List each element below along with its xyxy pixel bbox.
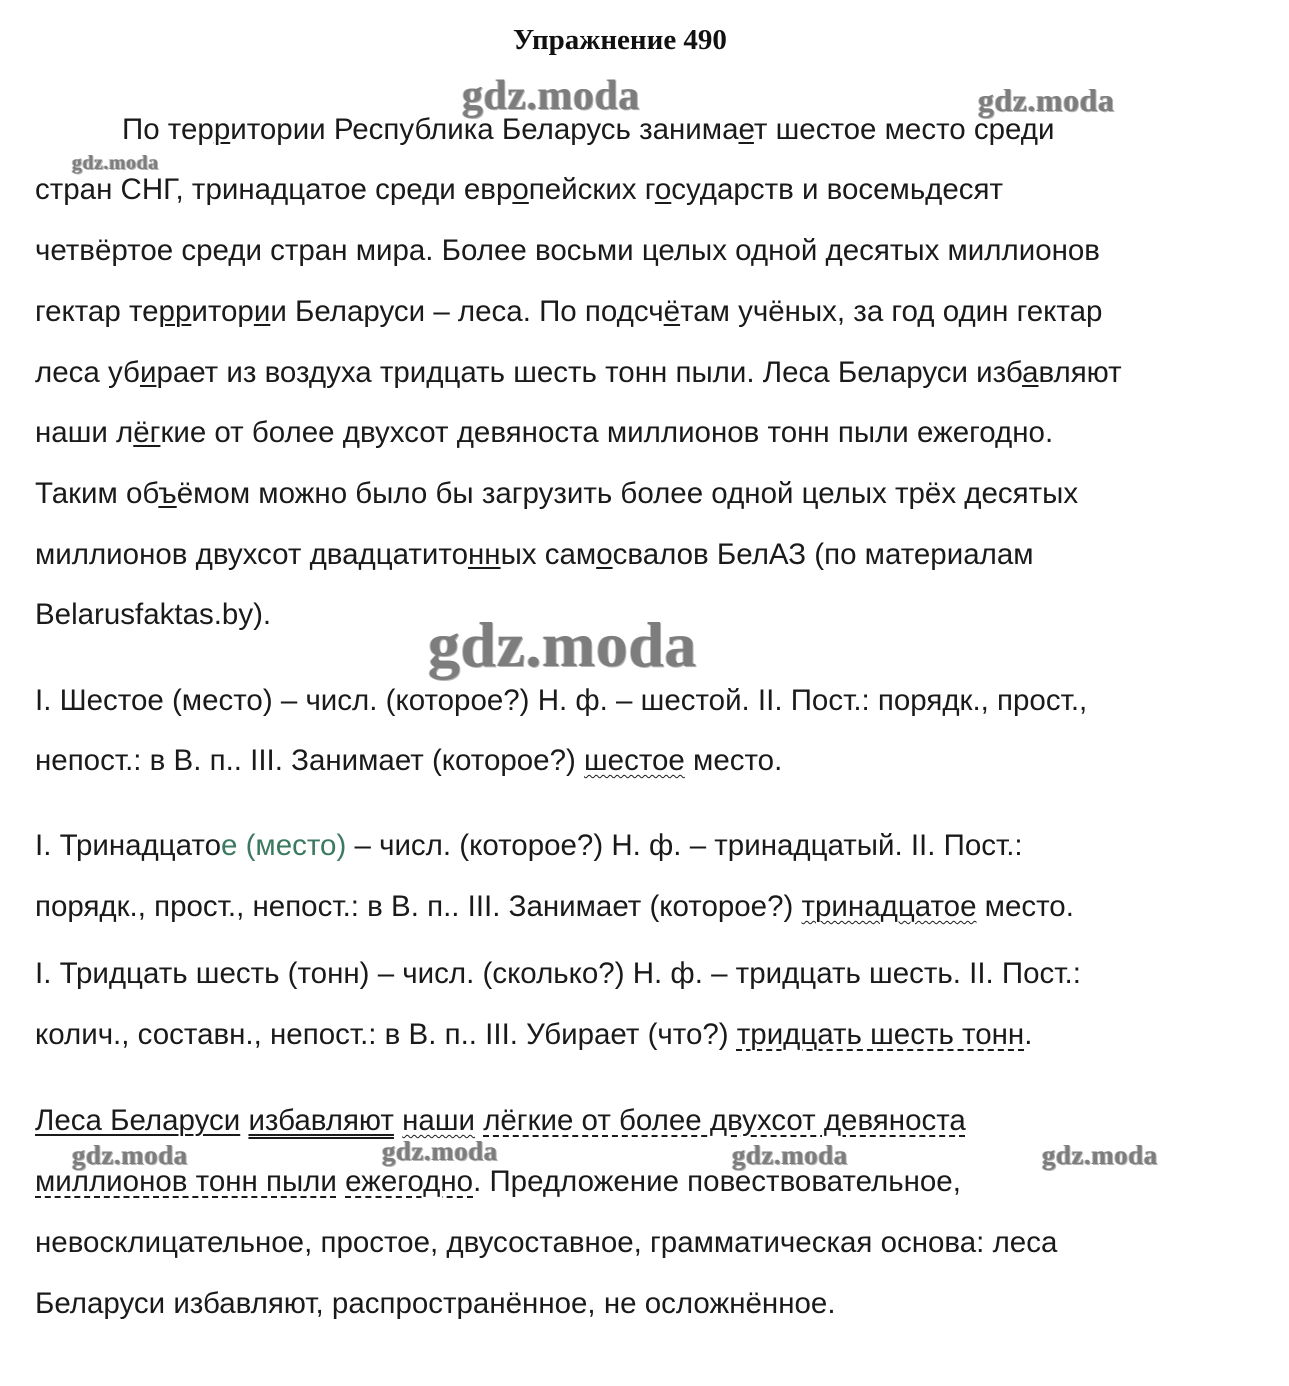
text-line: четвёртое среди стран мира. Более восьми целых одной десятых миллионов: [35, 234, 1100, 267]
watermark: gdz.moda: [1042, 1140, 1158, 1170]
analysis-line: колич., составн., непост.: в В. п.. III. Убирает (что?) тридцать шесть тонн.: [35, 1018, 1033, 1051]
watermark: gdz.moda: [72, 152, 159, 174]
watermark: gdz.moda: [382, 1136, 498, 1166]
watermark: gdz.moda: [462, 73, 640, 119]
syntax-line: миллионов тонн пыли ежегодно. Предложение повествовательное,: [35, 1165, 961, 1198]
analysis-line: I. Тридцать шесть (тонн) – числ. (сколько?) Н. ф. – тридцать шесть. II. Пост.:: [35, 957, 1081, 990]
text-line: леса убирает из воздуха тридцать шесть тонн пыли. Леса Беларуси избавляют: [35, 356, 1122, 389]
analysis-line: непост.: в В. п.. III. Занимает (которое?) шестое место.: [35, 744, 783, 777]
text-line: гектар территории Беларуси – леса. По подсчётам учёных, за год один гектар: [35, 295, 1103, 328]
analysis-line: I. Шестое (место) – числ. (которое?) Н. ф. – шестой. II. Пост.: порядк., прост.,: [35, 684, 1088, 717]
text-line: Belarusfaktas.by).: [35, 598, 272, 631]
syntax-line: невосклицательное, простое, двусоставное, грамматическая основа: леса: [35, 1226, 1058, 1259]
text-line: Таким объёмом можно было бы загрузить более одной целых трёх десятых: [35, 477, 1079, 510]
watermark: gdz.moda: [978, 82, 1115, 118]
analysis-line: I. Тринадцатое (место) – числ. (которое?) Н. ф. – тринадцатый. II. Пост.:: [35, 829, 1023, 862]
text-line: миллионов двухсот двадцатитонных самосвалов БелАЗ (по материалам: [35, 538, 1034, 571]
analysis-line: порядк., прост., непост.: в В. п.. III. Занимает (которое?) тринадцатое место.: [35, 890, 1074, 923]
text-line: По территории Республика Беларусь занимает шестое место среди: [122, 113, 1055, 146]
text-line: стран СНГ, тринадцатое среди европейских государств и восемьдесят: [35, 173, 1004, 206]
text-line: наши лёгкие от более двухсот девяноста миллионов тонн пыли ежегодно.: [35, 416, 1054, 449]
syntax-line: Леса Беларуси избавляют наши лёгкие от более двухсот девяноста: [35, 1104, 966, 1137]
watermark: gdz.moda: [72, 1140, 188, 1170]
syntax-line: Беларуси избавляют, распространённое, не осложнённое.: [35, 1287, 836, 1320]
watermark: gdz.moda: [732, 1140, 848, 1170]
exercise-title: Упражнение 490: [513, 24, 727, 56]
watermark: gdz.moda: [428, 609, 697, 680]
